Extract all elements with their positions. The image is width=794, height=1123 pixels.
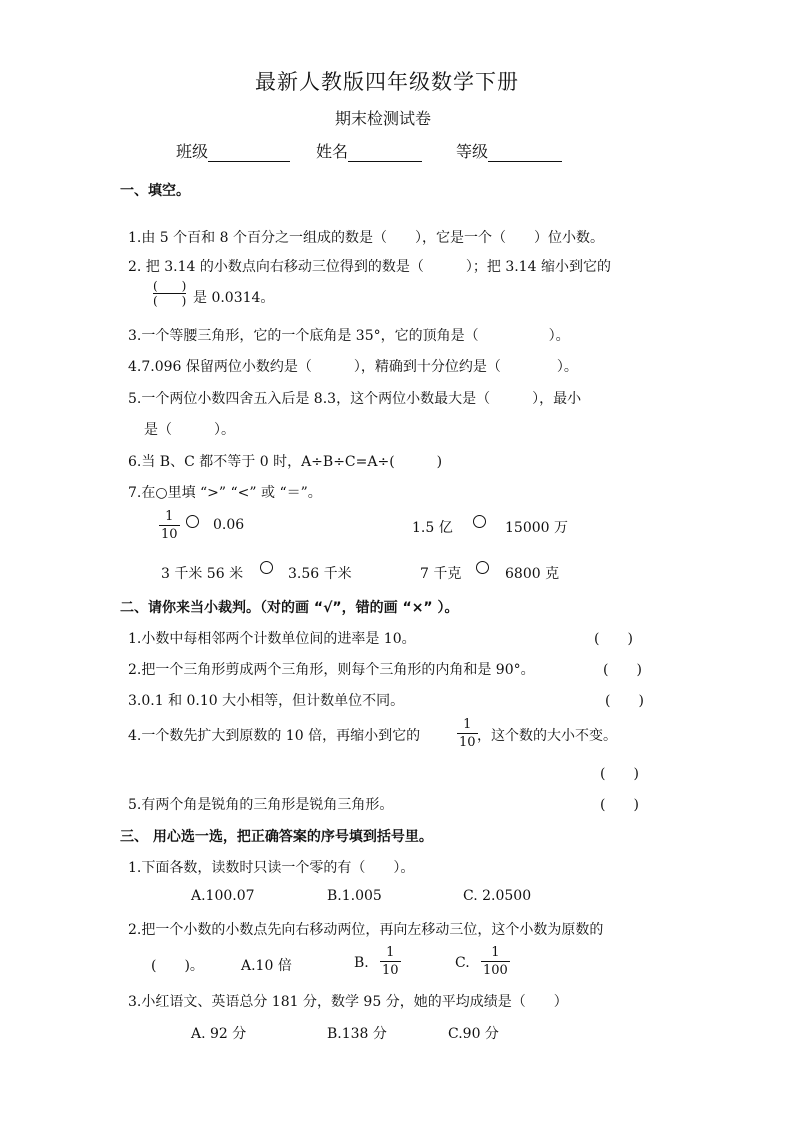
s2-answer-2[interactable]: ( ): [603, 662, 642, 678]
s1-c3-right: 3.56 千米: [288, 566, 352, 582]
compare-circle-1[interactable]: [186, 515, 199, 528]
s2-answer-3[interactable]: ( ): [605, 693, 644, 709]
s3-q1-option-c[interactable]: C. 2.0500: [463, 888, 532, 904]
s1-question-6: 6.当 B、C 都不等于 0 时，A÷B÷C=A÷( ): [128, 454, 443, 470]
s2-question-4b: ，这个数的大小不变。: [477, 728, 617, 744]
section-3-heading: 三、 用心选一选，把正确答案的序号填到括号里。: [120, 829, 433, 845]
s3-q3-option-b[interactable]: B.138 分: [327, 1026, 387, 1042]
s3-question-3: 3.小红语文、英语总分 181 分，数学 95 分，她的平均成绩是（ ）: [128, 994, 568, 1010]
s2-question-5: 5.有两个角是锐角的三角形是锐角三角形。: [128, 797, 394, 813]
s1-c3-left: 3 千米 56 米: [161, 566, 244, 582]
name-blank[interactable]: [348, 147, 422, 162]
s3-question-1: 1.下面各数，读数时只读一个零的有（ ）。: [128, 860, 415, 876]
class-blank[interactable]: [208, 147, 290, 162]
s2-question-1: 1.小数中每相邻两个计数单位间的进率是 10。: [128, 631, 416, 647]
compare-circle-3[interactable]: [260, 561, 273, 574]
s1-c4-right: 6800 克: [505, 566, 560, 582]
s3-q2-b-den: 10: [382, 963, 399, 978]
grade-blank[interactable]: [488, 147, 562, 162]
s3-q3-option-c[interactable]: C.90 分: [448, 1026, 499, 1042]
s2-answer-4[interactable]: ( ): [600, 766, 639, 782]
section-2-heading: 二、请你来当小裁判。（对的画 “√”，错的画 “×” ）。: [120, 600, 459, 616]
s1-question-1: 1.由 5 个百和 8 个百分之一组成的数是（ ），它是一个（ ）位小数。: [128, 230, 604, 246]
s3-q1-option-a[interactable]: A.100.07: [191, 888, 255, 904]
s1-c1-num: 1: [165, 509, 174, 524]
s1-question-2a: 2. 把 3.14 的小数点向右移动三位得到的数是（ ）；把 3.14 缩小到它的: [128, 259, 611, 275]
s1-question-3: 3.一个等腰三角形，它的一个底角是 35°，它的顶角是（ ）。: [128, 328, 570, 344]
s1-question-4: 4.7.096 保留两位小数约是（ ），精确到十分位约是（ ）。: [128, 359, 578, 375]
s1-question-7: 7.在○里填 “>” “<” 或 “＝”。: [128, 485, 322, 501]
compare-circle-2[interactable]: [473, 515, 486, 528]
s3-q2-option-b-label[interactable]: B.: [354, 955, 369, 971]
name-field: [316, 139, 422, 162]
s3-q2-paren[interactable]: ( )。: [151, 958, 204, 974]
s2-question-3: 3.0.1 和 0.10 大小相等，但计数单位不同。: [128, 693, 405, 709]
s2-q4-fraction: [457, 718, 478, 749]
s3-q2-option-a[interactable]: A.10 倍: [241, 958, 292, 974]
s2-q4-num: 1: [463, 717, 472, 732]
section-1-heading: 一、填空。: [120, 183, 190, 199]
s3-q2-option-c-fraction: [481, 946, 510, 977]
s1-question-2b: 是 0.0314。: [193, 290, 275, 306]
s1-q2-frac-den: ( ): [153, 294, 187, 308]
s2-q4-den: 10: [459, 735, 476, 750]
compare-circle-4[interactable]: [476, 561, 489, 574]
page-title: 最新人教版四年级数学下册: [255, 70, 519, 94]
s2-question-2: 2.把一个三角形剪成两个三角形，则每个三角形的内角和是 90°。: [128, 662, 535, 678]
s3-question-2: 2.把一个小数的小数点先向右移动两位，再向左移动三位，这个小数为原数的: [128, 922, 604, 938]
page-subtitle: 期末检测试卷: [335, 109, 432, 128]
s3-q2-c-den: 100: [483, 963, 508, 978]
s1-question-5b: 是（ ）。: [144, 422, 235, 438]
s1-q2-fraction: [153, 280, 186, 307]
s3-q3-option-a[interactable]: A. 92 分: [191, 1026, 247, 1042]
s1-c4-left: 7 千克: [420, 566, 462, 582]
s3-q2-c-num: 1: [491, 945, 500, 960]
name-label: 姓名: [316, 142, 349, 161]
s3-q2-option-c-label[interactable]: C.: [455, 955, 470, 971]
s2-answer-1[interactable]: ( ): [594, 631, 633, 647]
s1-c1-den: 10: [161, 527, 178, 542]
class-field: [176, 139, 290, 162]
s1-c2-left: 1.5 亿: [412, 520, 453, 536]
grade-label: 等级: [456, 142, 489, 161]
grade-field: [456, 139, 562, 162]
s2-question-4a: 4.一个数先扩大到原数的 10 倍，再缩小到它的: [128, 728, 421, 744]
s1-c1-fraction: [159, 510, 180, 541]
class-label: 班级: [176, 142, 209, 161]
s1-question-5a: 5.一个两位小数四舍五入后是 8.3，这个两位小数最大是（ ），最小: [128, 391, 582, 407]
s3-q2-b-num: 1: [386, 945, 395, 960]
s3-q1-option-b[interactable]: B.1.005: [327, 888, 382, 904]
s1-c1-right: 0.06: [213, 517, 245, 533]
s1-q2-frac-num: ( ): [153, 279, 187, 293]
s1-c2-right: 15000 万: [505, 520, 568, 536]
s2-answer-5[interactable]: ( ): [600, 797, 639, 813]
s3-q2-option-b-fraction: [380, 946, 401, 977]
